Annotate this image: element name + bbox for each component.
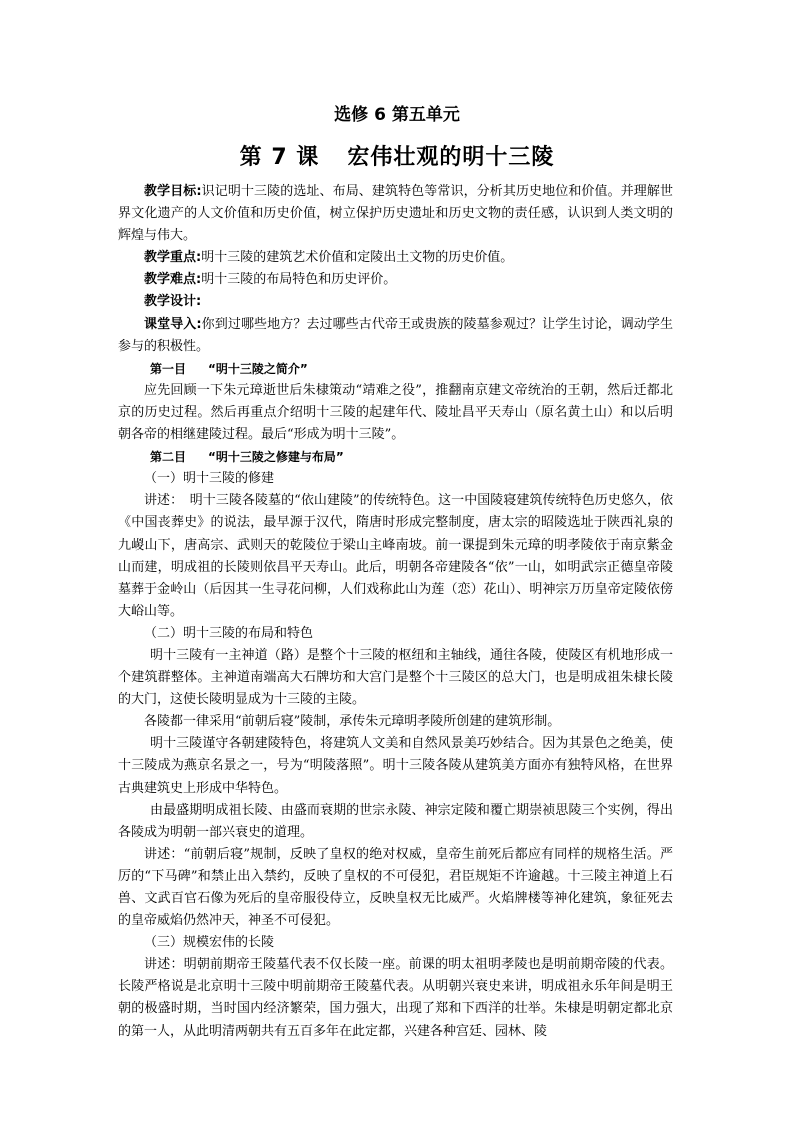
difficulties-text: 明十三陵的布局特色和历史评价。 [201, 272, 397, 288]
item2-heading [118, 446, 673, 468]
key-points-label: 教学重点: [144, 250, 202, 266]
lesson-number: 第 7 课 [239, 145, 320, 170]
document-body [118, 181, 673, 1043]
item1-title: “明十三陵之简介” [208, 361, 308, 376]
difficulties-label: 教学难点: [144, 272, 202, 288]
sub2-heading: （二）明十三陵的布局和特色 [144, 625, 314, 641]
item1-paragraph: 应先回顾一下朱元璋逝世后朱棣策动“靖难之役”，推翻南京建文帝统治的王朝，然后迁都北京的历史过程。然后再重点介绍明十三陵的起建年代、陵址昌平天寿山（原名黄土山）和以后明朝各帝的相继建陵过程。最后“形成为明十三陵”。 [118, 382, 673, 443]
intro-paragraph [118, 314, 673, 358]
sub2-paragraph-4: 由最盛期明成祖长陵、由盛而衰期的世宗永陵、神宗定陵和覆亡期崇祯思陵三个实例，得出各陵成为明朝一部兴衰史的道理。 [118, 802, 673, 840]
key-points-paragraph [118, 247, 673, 269]
item1-number: 第一目 [150, 361, 187, 376]
sub3-paragraph: 讲述：明朝前期帝王陵墓代表不仅长陵一座。前课的明太祖明孝陵也是明前期帝陵的代表。长陵严格说是北京明十三陵中明前期帝王陵墓代表。从明朝兴衰史来讲，明成祖永乐年间是明王朝的极盛时期，当时国内经济繁荣，国力强大，出现了郑和下西洋的壮举。朱棣是明朝定都北京的第一人，从此明清两朝共有五百多年在此定都，兴建各种宫廷、园林、陵 [118, 957, 673, 1039]
item2-number: 第二目 [150, 450, 187, 465]
objectives-text: 识记明十三陵的选址、布局、建筑特色等常识，分析其历史地位和价值。并理解世界文化遗产的人文价值和历史价值，树立保护历史遗址和历史文物的责任感，认识到人类文明的辉煌与伟大。 [118, 184, 673, 244]
intro-label: 课堂导入: [144, 316, 202, 332]
sub2-paragraph-2: 各陵都一律采用“前朝后寝”陵制，承传朱元璋明孝陵所创建的建筑形制。 [144, 714, 561, 730]
difficulties-paragraph [118, 269, 673, 291]
sub2-paragraph-5: 讲述：“前朝后寝”规制，反映了皇权的绝对权威，皇帝生前死后都应有同样的规格生活。严厉的“下马碑”和禁止出入禁约，反映了皇权的不可侵犯，君臣规矩不许逾越。十三陵主神道上石兽、文武百官石像为死后的皇帝服役侍立，反映皇权无比威严。火焰牌楼等神化建筑，象征死去的皇帝威焰仍然冲天，神圣不可侵犯。 [118, 846, 673, 929]
sub2-paragraph-3: 明十三陵谨守各朝建陵特色，将建筑人文美和自然风景美巧妙结合。因为其景色之绝美，使十三陵成为燕京名景之一，号为“明陵落照”。明十三陵各陵从建筑美方面亦有独特风格，在世界古典建筑史上形成中华特色。 [118, 736, 673, 796]
sub1-paragraph: 讲述： 明十三陵各陵墓的“依山建陵”的传统特色。这一中国陵寝建筑传统特色历史悠久，依《中国丧葬史》的说法，最早源于汉代，隋唐时形成完整制度，唐太宗的昭陵选址于陕西礼泉的九嵕山下，唐高宗、武则天的乾陵位于梁山主峰南坡。前一课提到朱元璋的明孝陵依于南京紫金山而建，明成祖的长陵则依昌平天寿山。此后，明朝各帝建陵各“依”一山，如明武宗正德皇帝陵墓葬于金岭山（后因其一生寻花问柳，人们戏称此山为莲（恋）花山）、明神宗万历皇帝定陵依傍大峪山等。 [118, 493, 673, 619]
intro-text: 你到过哪些地方？去过哪些古代帝王或贵族的陵墓参观过？让学生讨论，调动学生参与的积极性。 [118, 316, 673, 354]
objectives-paragraph [118, 181, 673, 247]
objectives-label: 教学目标: [144, 184, 202, 199]
item2-title: “明十三陵之修建与布局” [208, 450, 344, 465]
sub1-heading: （一）明十三陵的修建 [144, 471, 275, 487]
sub3-heading: （三）规模宏伟的长陵 [144, 935, 275, 951]
design-label: 教学设计: [144, 294, 202, 310]
lesson-title [0, 143, 794, 173]
item1-heading [118, 358, 673, 380]
unit-title: 选修 6 第五单元 [334, 105, 460, 125]
lesson-name: 宏伟壮观的明十三陵 [347, 145, 555, 170]
sub2-paragraph-1: 明十三陵有一主神道（路）是整个十三陵的枢纽和主轴线，通往各陵，使陵区有机地形成一个建筑群整体。主神道南端高大石牌坊和大宫门是整个十三陵区的总大门，也是明成祖朱棣长陵的大门，这使长陵明显成为十三陵的主陵。 [118, 647, 673, 708]
key-points-text: 明十三陵的建筑艺术价值和定陵出土文物的历史价值。 [201, 250, 514, 266]
